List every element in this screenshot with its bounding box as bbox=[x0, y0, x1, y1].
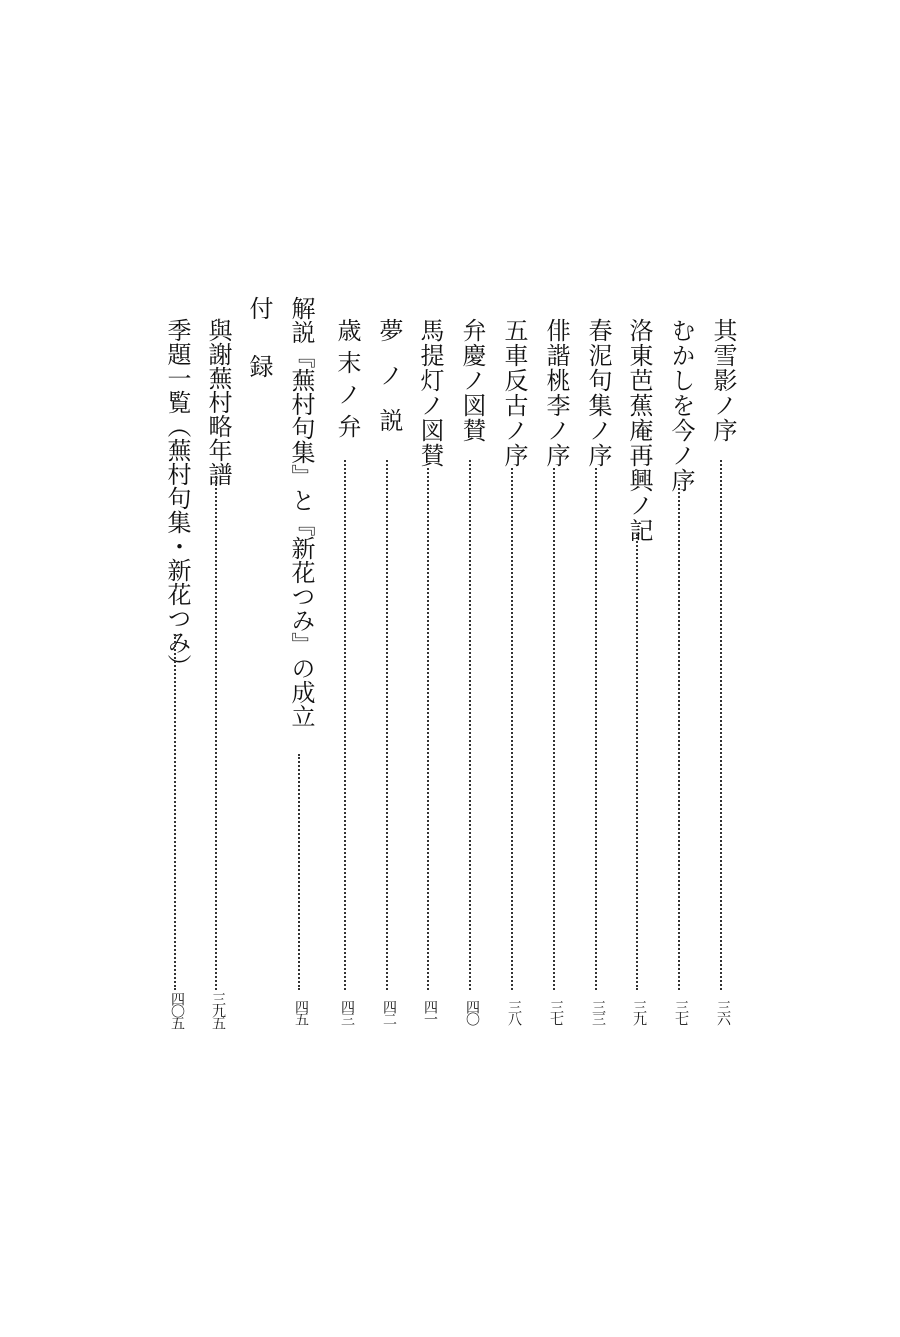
dot-leader bbox=[174, 634, 176, 990]
toc-section-heading[interactable] bbox=[242, 296, 276, 436]
toc-entry-title: 俳諧桃李ノ序 bbox=[542, 318, 570, 468]
toc-entry-page: 四〇 bbox=[464, 1000, 480, 1024]
toc-entry-page: 四一 bbox=[422, 1000, 438, 1024]
dot-leader bbox=[215, 472, 217, 990]
toc-entry[interactable] bbox=[497, 318, 531, 1038]
dot-leader bbox=[678, 484, 680, 990]
dot-leader bbox=[386, 460, 388, 990]
toc-entry[interactable] bbox=[706, 318, 740, 1038]
toc-entry-page: 四五 bbox=[293, 1000, 309, 1024]
toc-entry-title: 洛東芭蕉庵再興ノ記 bbox=[625, 318, 653, 543]
toc-entry-page: 三九五 bbox=[210, 992, 226, 1028]
toc-entry-page: 三九 bbox=[631, 1000, 647, 1024]
dot-leader bbox=[720, 460, 722, 990]
toc-entry[interactable] bbox=[413, 318, 447, 1038]
toc-entry-title: むかしを今ノ序 bbox=[667, 318, 695, 493]
toc-entry[interactable] bbox=[539, 318, 573, 1038]
toc-entry[interactable] bbox=[664, 318, 698, 1038]
toc-entry[interactable] bbox=[455, 318, 489, 1038]
toc-entry[interactable] bbox=[622, 318, 656, 1038]
toc-entry[interactable] bbox=[284, 296, 318, 1038]
dot-leader bbox=[553, 468, 555, 990]
toc-entry-page: 三六 bbox=[715, 1000, 731, 1024]
toc-entry[interactable] bbox=[581, 318, 615, 1038]
toc-entry-title: 夢ノ説 bbox=[375, 318, 403, 453]
dot-leader bbox=[344, 460, 346, 990]
toc-entry-page: 三七 bbox=[548, 1000, 564, 1024]
toc-entry-page: 四二 bbox=[381, 1000, 397, 1024]
toc-entry[interactable] bbox=[201, 318, 235, 1038]
toc-entry-title: 春泥句集ノ序 bbox=[584, 318, 612, 468]
toc-entry-title: 與謝蕪村略年譜 bbox=[204, 318, 232, 486]
toc-entry-title: 歳末ノ弁 bbox=[333, 318, 361, 446]
toc-entry-page: 三八 bbox=[506, 1000, 522, 1024]
toc-entry-title: 馬提灯ノ図賛 bbox=[416, 318, 444, 468]
toc-section-title: 付録 bbox=[245, 296, 273, 412]
toc-entry[interactable] bbox=[372, 318, 406, 1038]
toc-entry-title: 解説『蕪村句集』と『新花つみ』の成立 bbox=[287, 296, 315, 728]
toc-entry-title: 弁慶ノ図賛 bbox=[458, 318, 486, 443]
dot-leader bbox=[427, 468, 429, 990]
toc-entry-page: 三七 bbox=[673, 1000, 689, 1024]
dot-leader bbox=[636, 534, 638, 990]
toc-entry-page: 四〇五 bbox=[169, 992, 185, 1028]
toc-entry[interactable] bbox=[330, 318, 364, 1038]
toc-entry-page: 四三 bbox=[339, 1000, 355, 1024]
toc-entry-title: 季題一覧（蕪村句集・新花つみ） bbox=[163, 318, 191, 678]
dot-leader bbox=[511, 468, 513, 990]
toc-entry-title: 五車反古ノ序 bbox=[500, 318, 528, 468]
toc-entry-title: 其雪影ノ序 bbox=[709, 318, 737, 443]
dot-leader bbox=[298, 754, 300, 990]
dot-leader bbox=[469, 460, 471, 990]
toc-entry-page: 三三 bbox=[590, 1000, 606, 1024]
toc-entry[interactable] bbox=[160, 318, 194, 1038]
dot-leader bbox=[595, 468, 597, 990]
